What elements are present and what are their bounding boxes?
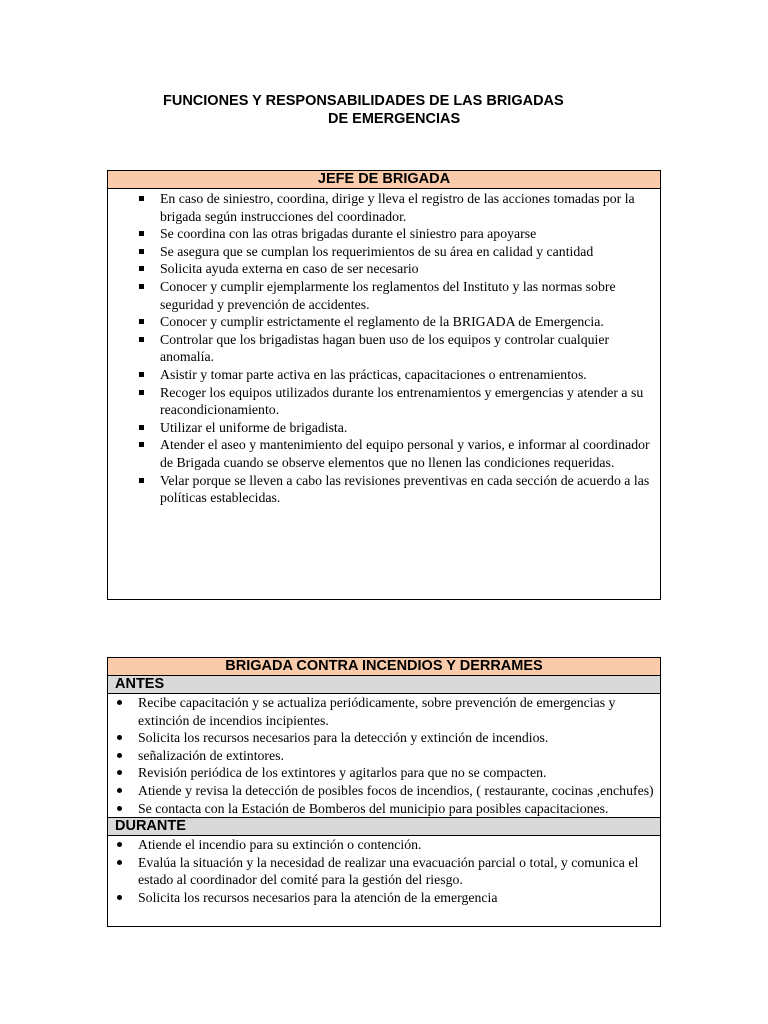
brigada-incendios-table [107,657,661,927]
antes-subheader: ANTES [108,676,660,694]
jefe-de-brigada-list [108,189,660,507]
round-bullet-icon [117,895,122,900]
list-item: Revisión periódica de los extintores y agitarlos para que no se compacten. [108,764,660,782]
round-bullet-icon [117,753,122,758]
square-bullet-icon [139,372,144,377]
square-bullet-icon [139,442,144,447]
list-item: señalización de extintores. [108,747,660,765]
title-line-2: DE EMERGENCIAS [328,111,461,127]
list-item: Solicita los recursos necesarios para la detección y extinción de incendios. [108,729,660,747]
square-bullet-icon [139,231,144,236]
list-item: En caso de siniestro, coordina, dirige y lleva el registro de las acciones tomadas por la brigada según instrucciones del coordinador. [108,190,660,225]
square-bullet-icon [139,249,144,254]
square-bullet-icon [139,478,144,483]
title-line-1: FUNCIONES Y RESPONSABILIDADES DE LAS BRIGADAS [163,93,564,109]
jefe-de-brigada-table [107,170,661,600]
list-item: Se contacta con la Estación de Bomberos del municipio para posibles capacitaciones. [108,800,660,818]
square-bullet-icon [139,196,144,201]
list-item: Conocer y cumplir estrictamente el reglamento de la BRIGADA de Emergencia. [108,313,660,331]
list-item: Recoger los equipos utilizados durante los entrenamientos y emergencias y atender a su reacondicionamiento. [108,384,660,419]
durante-list [108,836,660,906]
list-item: Controlar que los brigadistas hagan buen uso de los equipos y controlar cualquier anomalía. [108,331,660,366]
list-item: Asistir y tomar parte activa en las prácticas, capacitaciones o entrenamientos. [108,366,660,384]
round-bullet-icon [117,700,122,705]
list-item: Conocer y cumplir ejemplarmente los reglamentos del Instituto y las normas sobre seguridad y prevención de accidentes. [108,278,660,313]
list-item: Recibe capacitación y se actualiza periódicamente, sobre prevención de emergencias y extinción de incendios incipientes. [108,694,660,729]
list-item: Se coordina con las otras brigadas durante el siniestro para apoyarse [108,225,660,243]
square-bullet-icon [139,425,144,430]
list-item: Velar porque se lleven a cabo las revisiones preventivas en cada sección de acuerdo a las políticas establecidas. [108,472,660,507]
round-bullet-icon [117,735,122,740]
square-bullet-icon [139,337,144,342]
list-item: Atiende y revisa la detección de posibles focos de incendios, ( restaurante, cocinas ,enchufes) [108,782,660,800]
list-item: Solicita los recursos necesarios para la atención de la emergencia [108,889,660,907]
brigada-incendios-header: BRIGADA CONTRA INCENDIOS Y DERRAMES [108,658,660,676]
list-item: Se asegura que se cumplan los requerimientos de su área en calidad y cantidad [108,243,660,261]
antes-list [108,694,660,817]
list-item: Atender el aseo y mantenimiento del equipo personal y varios, e informar al coordinador de Brigada cuando se observe elementos que no llenen las condiciones requeridas. [108,436,660,471]
square-bullet-icon [139,319,144,324]
square-bullet-icon [139,390,144,395]
round-bullet-icon [117,788,122,793]
list-item: Evalúa la situación y la necesidad de realizar una evacuación parcial o total, y comunica el estado al coordinador del comité para la gestión del riesgo. [108,854,660,889]
list-item: Utilizar el uniforme de brigadista. [108,419,660,437]
list-item: Solicita ayuda externa en caso de ser necesario [108,260,660,278]
round-bullet-icon [117,806,122,811]
jefe-de-brigada-header: JEFE DE BRIGADA [108,171,660,189]
round-bullet-icon [117,842,122,847]
round-bullet-icon [117,770,122,775]
durante-subheader: DURANTE [108,817,660,836]
round-bullet-icon [117,860,122,865]
square-bullet-icon [139,284,144,289]
list-item: Atiende el incendio para su extinción o contención. [108,836,660,854]
square-bullet-icon [139,266,144,271]
